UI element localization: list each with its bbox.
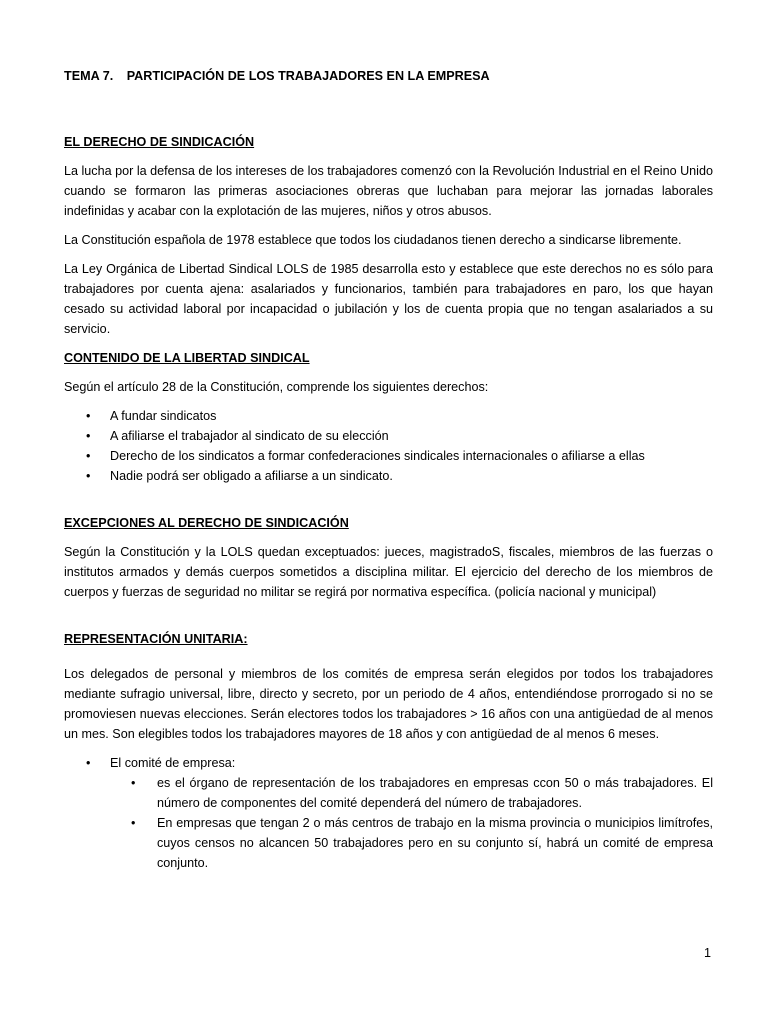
bullet-icon: • — [86, 429, 91, 443]
paragraph-exceptuados: Según la Constitución y la LOLS quedan exceptuados: jueces, magistradoS, fiscales, miembros de las fuerzas o institutos armados y demás cuerpos sometidos a disciplina militar. El ejercicio del derecho de los miembros de cuerpos y fuerzas de seguridad no militar se regirá por normativa específica. (policía nacional y municipal) — [64, 545, 713, 599]
sub-list-item: • En empresas que tengan 2 o más centros de trabajo en la misma provincia o municipios limítrofes, cuyos censos no alcancen 50 trabajadores pero en su conjunto sí, habrá un comité de empresa conjunto. — [64, 813, 713, 873]
bullet-icon: • — [131, 816, 136, 830]
list-item: • Nadie podrá ser obligado a afiliarse a un sindicato. — [64, 466, 713, 486]
bullet-icon: • — [86, 409, 91, 423]
bullet-icon: • — [131, 776, 136, 790]
paragraph-constitucion: La Constitución española de 1978 establece que todos los ciudadanos tienen derecho a sindicarse libremente. — [64, 233, 682, 247]
bullet-icon: • — [86, 449, 91, 463]
list-item-comite-empresa: • El comité de empresa: — [64, 753, 713, 773]
paragraph-revolucion: La lucha por la defensa de los intereses de los trabajadores comenzó con la Revolución Industrial en el Reino Unido cuando se formaron las primeras asociaciones obreras que luchaban para mejorar las jornadas laborales indefinidas y acabar con la explotación de las mujeres, niños y otros abusos. — [64, 164, 713, 218]
comite-list — [64, 753, 713, 773]
heading-excepciones: EXCEPCIONES AL DERECHO DE SINDICACIÓN — [64, 516, 349, 530]
heading-derecho-sindicacion: EL DERECHO DE SINDICACIÓN — [64, 135, 255, 149]
bullet-icon: • — [86, 469, 91, 483]
paragraph-lols: La Ley Orgánica de Libertad Sindical LOLS de 1985 desarrolla esto y establece que este derechos no es sólo para trabajadores por cuenta ajena: asalariados y funcionarios, también para trabajadores en paro, los que hayan cesado su actividad laboral por incapacidad o jubilación y los de cuenta propia que no tengan asalariados a su servicio. — [64, 262, 713, 336]
paragraph-articulo-28: Según el artículo 28 de la Constitución, comprende los siguientes derechos: — [64, 380, 489, 394]
topic-title: PARTICIPACIÓN DE LOS TRABAJADORES EN LA EMPRESA — [126, 69, 490, 83]
list-item: • A fundar sindicatos — [64, 406, 713, 426]
sub-list-item: • es el órgano de representación de los trabajadores en empresas ccon 50 o más trabajadores. El número de componentes del comité dependerá del número de trabajadores. — [64, 773, 713, 813]
list-item: • A afiliarse el trabajador al sindicato de su elección — [64, 426, 713, 446]
paragraph-delegados: Los delegados de personal y miembros de los comités de empresa serán elegidos por todos los trabajadores mediante sufragio universal, libre, directo y secreto, por un periodo de 4 años, entendiéndose prorrogado si no se promoviesen nuevas elecciones. Serán electores todos los trabajadores > 16 años con una antigüedad de al menos un mes. Son elegibles todos los trabajadores mayores de 18 años y con antigüedad de al menos 6 meses. — [64, 667, 713, 741]
page-number: 1 — [704, 946, 712, 960]
rights-list — [64, 406, 713, 486]
heading-representacion-unitaria: REPRESENTACIÓN UNITARIA: — [64, 632, 248, 646]
heading-contenido-libertad: CONTENIDO DE LA LIBERTAD SINDICAL — [64, 351, 310, 365]
document-body — [64, 66, 713, 873]
topic-number: TEMA 7. — [64, 69, 114, 83]
list-item: • Derecho de los sindicatos a formar confederaciones sindicales internacionales o afiliarse a ellas — [64, 446, 713, 466]
comite-sublist — [64, 773, 713, 873]
bullet-icon: • — [86, 756, 91, 770]
document-title — [64, 66, 713, 86]
